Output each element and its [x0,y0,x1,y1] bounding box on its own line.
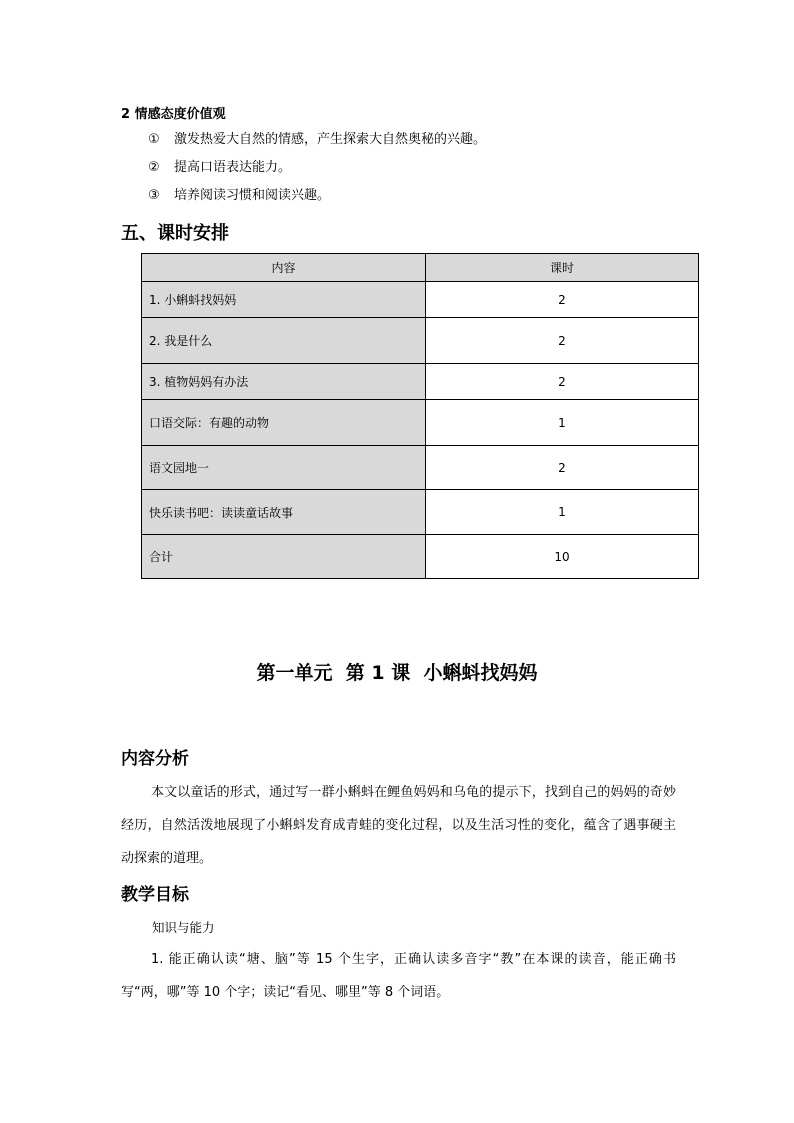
content-analysis-heading: 内容分析 [121,749,189,769]
table-header-row [142,254,699,282]
content-analysis-text: 本文以童话的形式，通过写一群小蝌蚪在鲤鱼妈妈和乌龟的提示下，找到自己的妈妈的奇妙经历，自然活泼地展现了小蝌蚪发育成青蛙的变化过程，以及生活习性的变化，蕴含了遇事硬主动探索的道理。 [121,785,676,866]
list-item-text: 培养阅读习惯和阅读兴趣。 [174,188,331,203]
table-cell-content: 合计 [142,535,426,579]
table-row [142,490,699,535]
list-item-text: 提高口语表达能力。 [174,160,292,175]
schedule-table [141,253,699,579]
table-row [142,364,699,400]
table-row [142,535,699,579]
table-row [142,282,699,318]
column-header-hours: 课时 [426,254,699,282]
table-cell-hours: 10 [426,535,699,579]
list-item-number: ② [148,160,160,175]
table-cell-content: 1. 小蝌蚪找妈妈 [142,282,426,318]
table-cell-hours: 1 [426,400,699,446]
list-item-number: ① [148,132,160,147]
section5-heading: 五、课时安排 [121,223,229,244]
goals-item: 1. 能正确认读“塘、脑”等 15 个生字，正确认读多音字“教”在本课的读音，能正确书写“两，哪”等 10 个字；读记“看见、哪里”等 8 个词语。 [121,952,676,1000]
table-cell-hours: 2 [426,318,699,364]
table-cell-content: 快乐读书吧：读读童话故事 [142,490,426,535]
table-row [142,446,699,490]
table-cell-content: 3. 植物妈妈有办法 [142,364,426,400]
table-cell-hours: 2 [426,364,699,400]
table-cell-content: 口语交际：有趣的动物 [142,400,426,446]
list-item-number: ③ [148,188,160,203]
table-cell-content: 语文园地一 [142,446,426,490]
teaching-goals-heading: 教学目标 [121,885,189,905]
list-item [148,184,330,203]
table-cell-hours: 2 [426,282,699,318]
list-item [148,128,486,147]
goals-subheading: 知识与能力 [152,920,215,935]
table-cell-content: 2. 我是什么 [142,318,426,364]
lesson-title: 第一单元 第 1 课 小蝌蚪找妈妈 [256,662,538,684]
table-cell-hours: 2 [426,446,699,490]
table-row [142,400,699,446]
column-header-content: 内容 [142,254,426,282]
section2-title: 2 情感态度价值观 [121,107,226,122]
table-row [142,318,699,364]
table-cell-hours: 1 [426,490,699,535]
list-item [148,156,291,175]
list-item-text: 激发热爱大自然的情感，产生探索大自然奥秘的兴趣。 [174,132,487,147]
